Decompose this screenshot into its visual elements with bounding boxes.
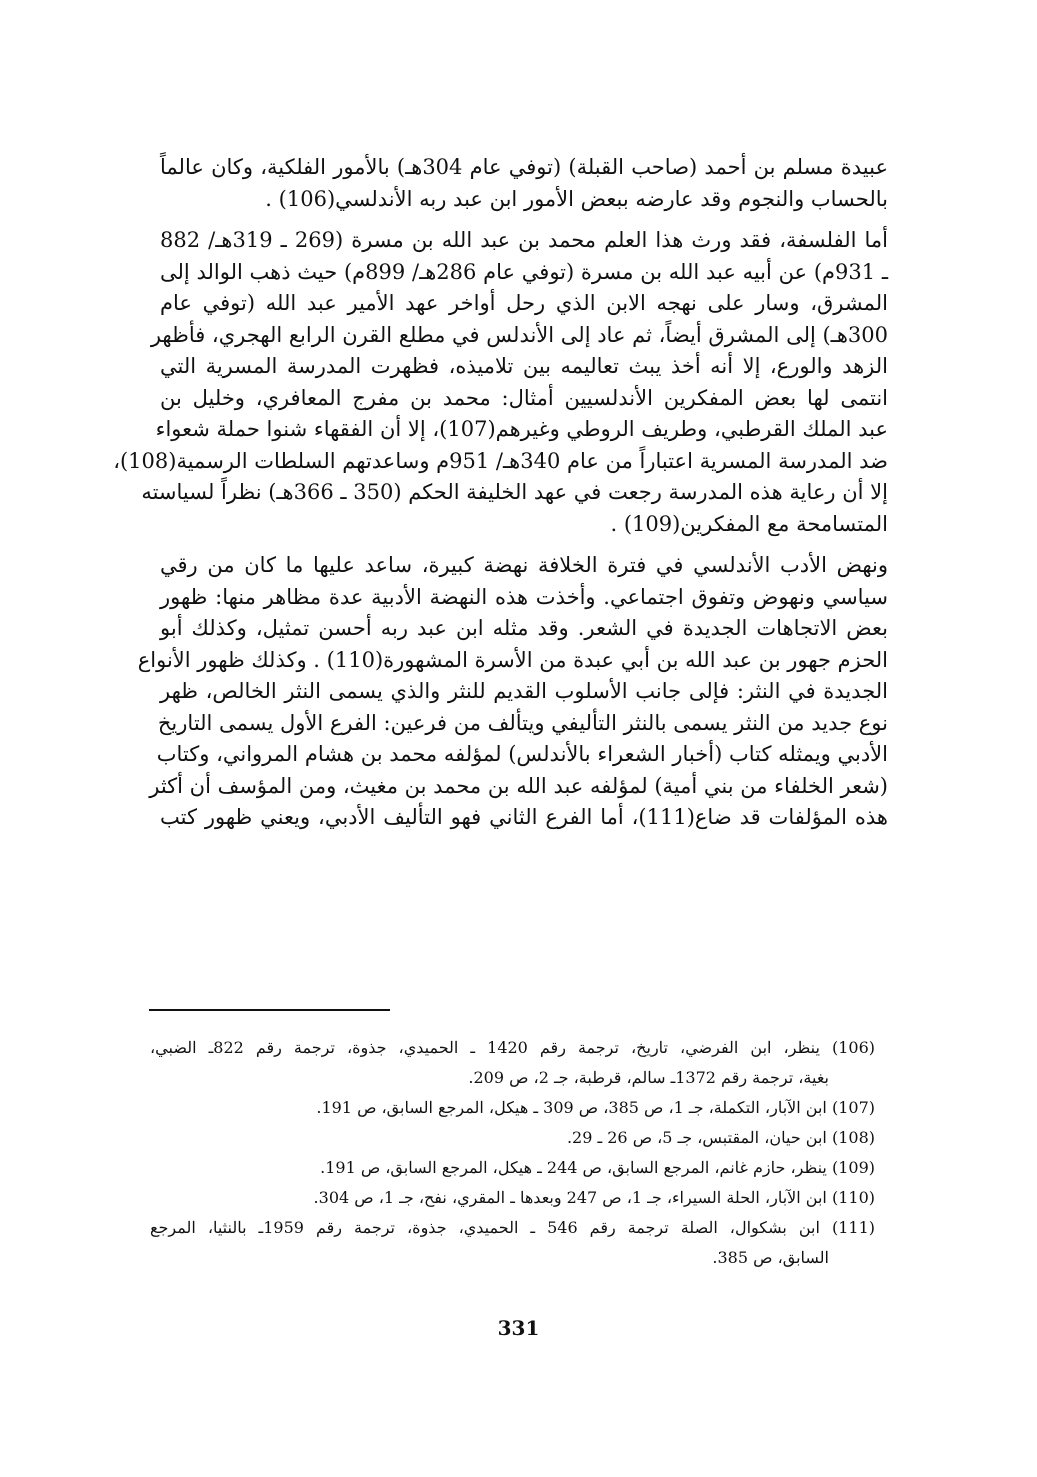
text-line: عبيدة مسلم بن أحمد (صاحب القبلة) (توفي عام 304هـ) بالأمور الفلكية، وكان عالماً — [160, 155, 888, 179]
footnote-line: (107) ابن الآبار، التكملة، جـ 1، ص 385، ص 309 ـ هيكل، المرجع السابق، ص 191. — [316, 1098, 875, 1117]
footnote-110 — [150, 1183, 875, 1213]
paragraph-2 — [113, 225, 888, 540]
text-line: الحزم جهور بن عبد الله بن أبي عبدة من الأسرة المشهورة(110) . وكذلك ظهور الأنواع — [137, 647, 888, 672]
page-number: 331 — [497, 1316, 540, 1340]
text-line: الجديدة في النثر: فإلى جانب الأسلوب القديم للنثر والذي يسمى النثر الخالص، ظهر — [160, 679, 888, 703]
text-line: إلا أن رعاية هذه المدرسة رجعت في عهد الخليفة الحكم (350 ـ 366هـ) نظراً لسياسته — [141, 480, 888, 504]
footnote-divider — [149, 1009, 390, 1011]
text-line: الأدبي ويمثله كتاب (أخبار الشعراء بالأندلس) لمؤلفه محمد بن هشام المرواني، وكتاب — [156, 742, 888, 766]
text-line: ـ 931م) عن أبيه عبد الله بن مسرة (توفي عام 286هـ/ 899م) حيث ذهب الوالد إلى — [160, 259, 888, 284]
text-line: بالحساب والنجوم وقد عارضه ببعض الأمور ابن عبد ربه الأندلسي(106) . — [265, 186, 888, 211]
text-line: سياسي ونهوض وتفوق اجتماعي. وأخذت هذه النهضة الأدبية عدة مظاهر منها: ظهور — [160, 584, 888, 609]
footnote-line: (110) ابن الآبار، الحلة السيراء، جـ 1، ص 247 وبعدها ـ المقري، نفح، جـ 1، ص 304. — [313, 1188, 875, 1207]
footnote-line: بغية، ترجمة رقم 1372ـ سالم، قرطبة، جـ 2، ص 209. — [468, 1068, 829, 1087]
text-line: المتسامحة مع المفكرين(109) . — [610, 511, 888, 536]
footnote-107 — [150, 1093, 875, 1123]
footnote-line: (106) ينظر، ابن الفرضي، تاريخ، ترجمة رقم 1420 ـ الحميدي، جذوة، ترجمة رقم 822ـ الضبي، — [150, 1038, 876, 1057]
text-line: الزهد والورع، إلا أنه أخذ يبث تعاليمه بين تلاميذه، فظهرت المدرسة المسرية التي — [160, 354, 888, 378]
paragraph-1 — [160, 152, 888, 215]
text-line: هذه المؤلفات قد ضاع(111)، أما الفرع الثاني فهو التأليف الأدبي، ويعني ظهور كتب — [160, 805, 888, 829]
main-text — [113, 152, 888, 834]
footnote-line: السابق، ص 385. — [712, 1248, 829, 1267]
text-line: نوع جديد من النثر يسمى بالنثر التأليفي ويتألف من فرعين: الفرع الأول يسمى التاريخ — [157, 710, 888, 735]
text-line: عبد الملك القرطبي، وطريف الروطي وغيرهم(107)، إلا أن الفقهاء شنوا حملة شعواء — [155, 417, 888, 441]
text-line: أما الفلسفة، فقد ورث هذا العلم محمد بن عبد الله بن مسرة (269 ـ 319هـ/ 882 — [160, 228, 888, 252]
footnote-111 — [150, 1213, 875, 1273]
text-line: ضد المدرسة المسرية اعتباراً من عام 340هـ/ 951م وساعدتهم السلطات الرسمية(108)، — [113, 448, 888, 473]
footnotes — [150, 1033, 875, 1273]
text-line: (شعر الخلفاء من بني أمية) لمؤلفه عبد الله بن محمد بن مغيث، ومن المؤسف أن أكثر — [149, 773, 888, 798]
paragraph-3 — [137, 550, 888, 834]
footnote-line: (108) ابن حيان، المقتبس، جـ 5، ص 26 ـ 29. — [566, 1128, 875, 1147]
text-line: 300هـ) إلى المشرق أيضاً، ثم عاد إلى الأندلس في مطلع القرن الرابع الهجري، فأظهر — [150, 322, 888, 347]
footnote-106 — [150, 1033, 875, 1093]
text-line: انتمى لها بعض المفكرين الأندلسيين أمثال: محمد بن مفرج المعافري، وخليل بن — [160, 385, 888, 410]
footnote-108 — [150, 1123, 875, 1153]
footnote-109 — [150, 1153, 875, 1183]
text-line: ونهض الأدب الأندلسي في فترة الخلافة نهضة كبيرة، ساعد عليها ما كان من رقي — [160, 553, 888, 577]
footnote-line: (111) ابن بشكوال، الصلة ترجمة رقم 546 ـ الحميدي، جذوة، ترجمة رقم 1959ـ بالنثيا، المرجع — [150, 1218, 876, 1237]
text-line: بعض الاتجاهات الجديدة في الشعر. وقد مثله ابن عبد ربه أحسن تمثيل، وكذلك أبو — [160, 616, 888, 640]
footnote-line: (109) ينظر، حازم غانم، المرجع السابق، ص 244 ـ هيكل، المرجع السابق، ص 191. — [320, 1158, 875, 1177]
text-line: المشرق، وسار على نهجه الابن الذي رحل أواخر عهد الأمير عبد الله (توفي عام — [160, 291, 888, 315]
